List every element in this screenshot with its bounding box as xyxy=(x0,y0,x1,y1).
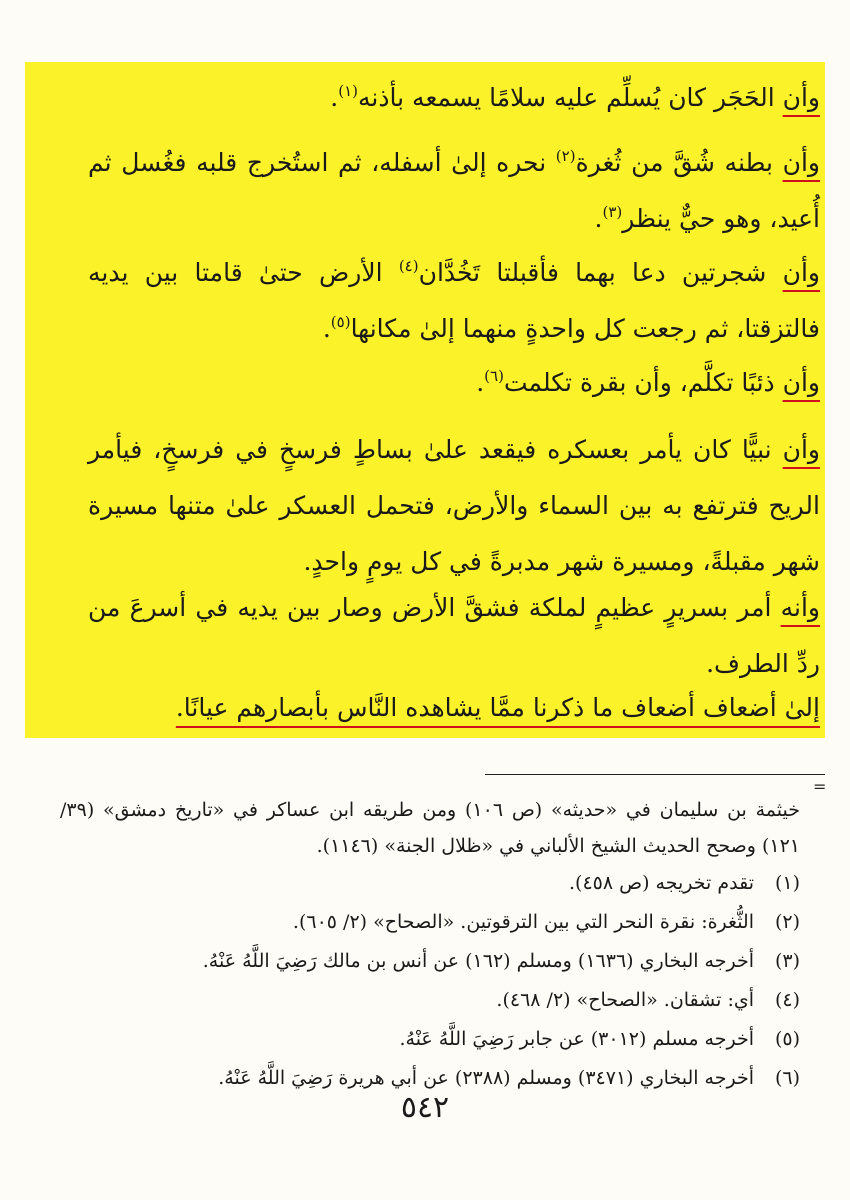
footnote-item xyxy=(60,903,800,942)
footnote-list xyxy=(60,864,800,1098)
underlined-lead-word: وأن xyxy=(782,435,820,464)
footnote-text: أخرجه مسلم (٣٠١٢) عن جابر رَضِيَ اللَّهُ عَنْهُ. xyxy=(399,1028,754,1050)
main-paragraph-4 xyxy=(88,355,820,411)
paragraph-end: . xyxy=(476,368,485,397)
paragraph-text: بطنه شُقَّ من ثُغرة xyxy=(575,148,783,177)
underlined-lead-word: وأن xyxy=(782,258,821,287)
footnote-text: أخرجه البخاري (٣٤٧١) ومسلم (٢٣٨٨) عن أبي هريرة رَضِيَ اللَّهُ عَنْهُ. xyxy=(218,1067,754,1089)
footnote-item xyxy=(60,942,800,981)
paragraph-text: نحره إلىٰ أسفله، ثم استُخرج قلبه فغُسل ثم أُعيد، وهو حيٌّ ينظر xyxy=(88,148,820,233)
footnote-ref-6[interactable]: (٦) xyxy=(484,367,504,385)
paragraph-text: أمر بسريرٍ عظيمٍ لملكة فشقَّ الأرض وصار بين يديه في أسرعَ من ردِّ الطرف. xyxy=(88,593,820,678)
main-paragraph-2 xyxy=(88,135,820,247)
footnote-item xyxy=(60,981,800,1020)
footnote-number: (١) xyxy=(774,872,800,894)
footnote-carry-over xyxy=(60,792,800,864)
page-number: ٥٤٢ xyxy=(400,1090,450,1125)
paragraph-end: . xyxy=(330,83,339,112)
main-paragraph-7 xyxy=(88,680,820,736)
footnote-ref-5[interactable]: (٥) xyxy=(330,313,351,331)
footnote-carry-text: خيثمة بن سليمان في «حديثه» (ص ١٠٦) ومن طريقه ابن عساكر في «تاريخ دمشق» (٣٩/ ١٢١) وصحح الحديث الشيخ الألباني في «ظلال الجنة» (١١٤٦). xyxy=(60,799,800,857)
main-paragraph-3 xyxy=(88,245,820,357)
footnote-text: أخرجه البخاري (١٦٣٦) ومسلم (١٦٢) عن أنس بن مالك رَضِيَ اللَّهُ عَنْهُ. xyxy=(202,950,754,972)
footnote-ref-3[interactable]: (٣) xyxy=(602,203,623,221)
footnote-text: تقدم تخريجه (ص ٤٥٨). xyxy=(569,872,754,894)
footnote-text: الثُّغرة: نقرة النحر التي بين الترقوتين. «الصحاح» (٢/ ٦٠٥). xyxy=(292,911,754,933)
main-paragraph-6 xyxy=(88,580,820,692)
underlined-lead-word: وأن xyxy=(782,148,820,177)
paragraph-text: شجرتين دعا بهما فأقبلتا تَخُدَّان xyxy=(418,258,783,287)
continuation-mark: = xyxy=(813,777,827,796)
paragraph-text: الحَجَر كان يُسلِّم عليه سلامًا يسمعه بأذنه xyxy=(358,83,783,112)
underlined-closing-sentence: إلىٰ أضعاف أضعاف ما ذكرنا ممَّا يشاهده النَّاس بأبصارهم عيانًا. xyxy=(175,693,820,722)
footnote-number: (٤) xyxy=(774,989,800,1011)
footnote-number: (٢) xyxy=(774,911,800,933)
main-paragraph-5 xyxy=(88,422,820,590)
footnote-number: (٦) xyxy=(774,1067,800,1089)
footnote-ref-1[interactable]: (١) xyxy=(338,82,359,100)
underlined-lead-word: وأن xyxy=(782,83,820,112)
paragraph-text: ذئبًا تكلَّم، وأن بقرة تكلمت xyxy=(503,368,783,397)
paragraph-end: . xyxy=(594,204,603,233)
footnote-item xyxy=(60,1020,800,1059)
footnote-item xyxy=(60,864,800,903)
main-paragraph-1 xyxy=(88,70,820,126)
paragraph-text: نبيًّا كان يأمر بعسكره فيقعد علىٰ بساطٍ فرسخٍ في فرسخٍ، فيأمر الريح فترتفع به بين السماء والأرض، فتحمل العسكر علىٰ متنها مسيرة شهر مقبلةً، ومسيرة شهر مدبرةً في كل يومٍ واحدٍ. xyxy=(88,435,820,576)
footnote-number: (٣) xyxy=(774,950,800,972)
footnote-number: (٥) xyxy=(774,1028,800,1050)
underlined-lead-word: وأنه xyxy=(780,593,820,622)
paragraph-end: . xyxy=(322,314,331,343)
footnote-separator xyxy=(485,774,825,775)
paragraph-text: الأرض حتىٰ قامتا بين يديه فالتزقتا، ثم رجعت كل واحدةٍ منهما إلىٰ مكانها xyxy=(88,258,820,343)
footnote-ref-4[interactable]: (٤) xyxy=(398,257,419,275)
underlined-lead-word: وأن xyxy=(782,368,820,397)
footnote-ref-2[interactable]: (٢) xyxy=(555,147,576,165)
footnote-text: أي: تشقان. «الصحاح» (٢/ ٤٦٨). xyxy=(496,989,754,1011)
